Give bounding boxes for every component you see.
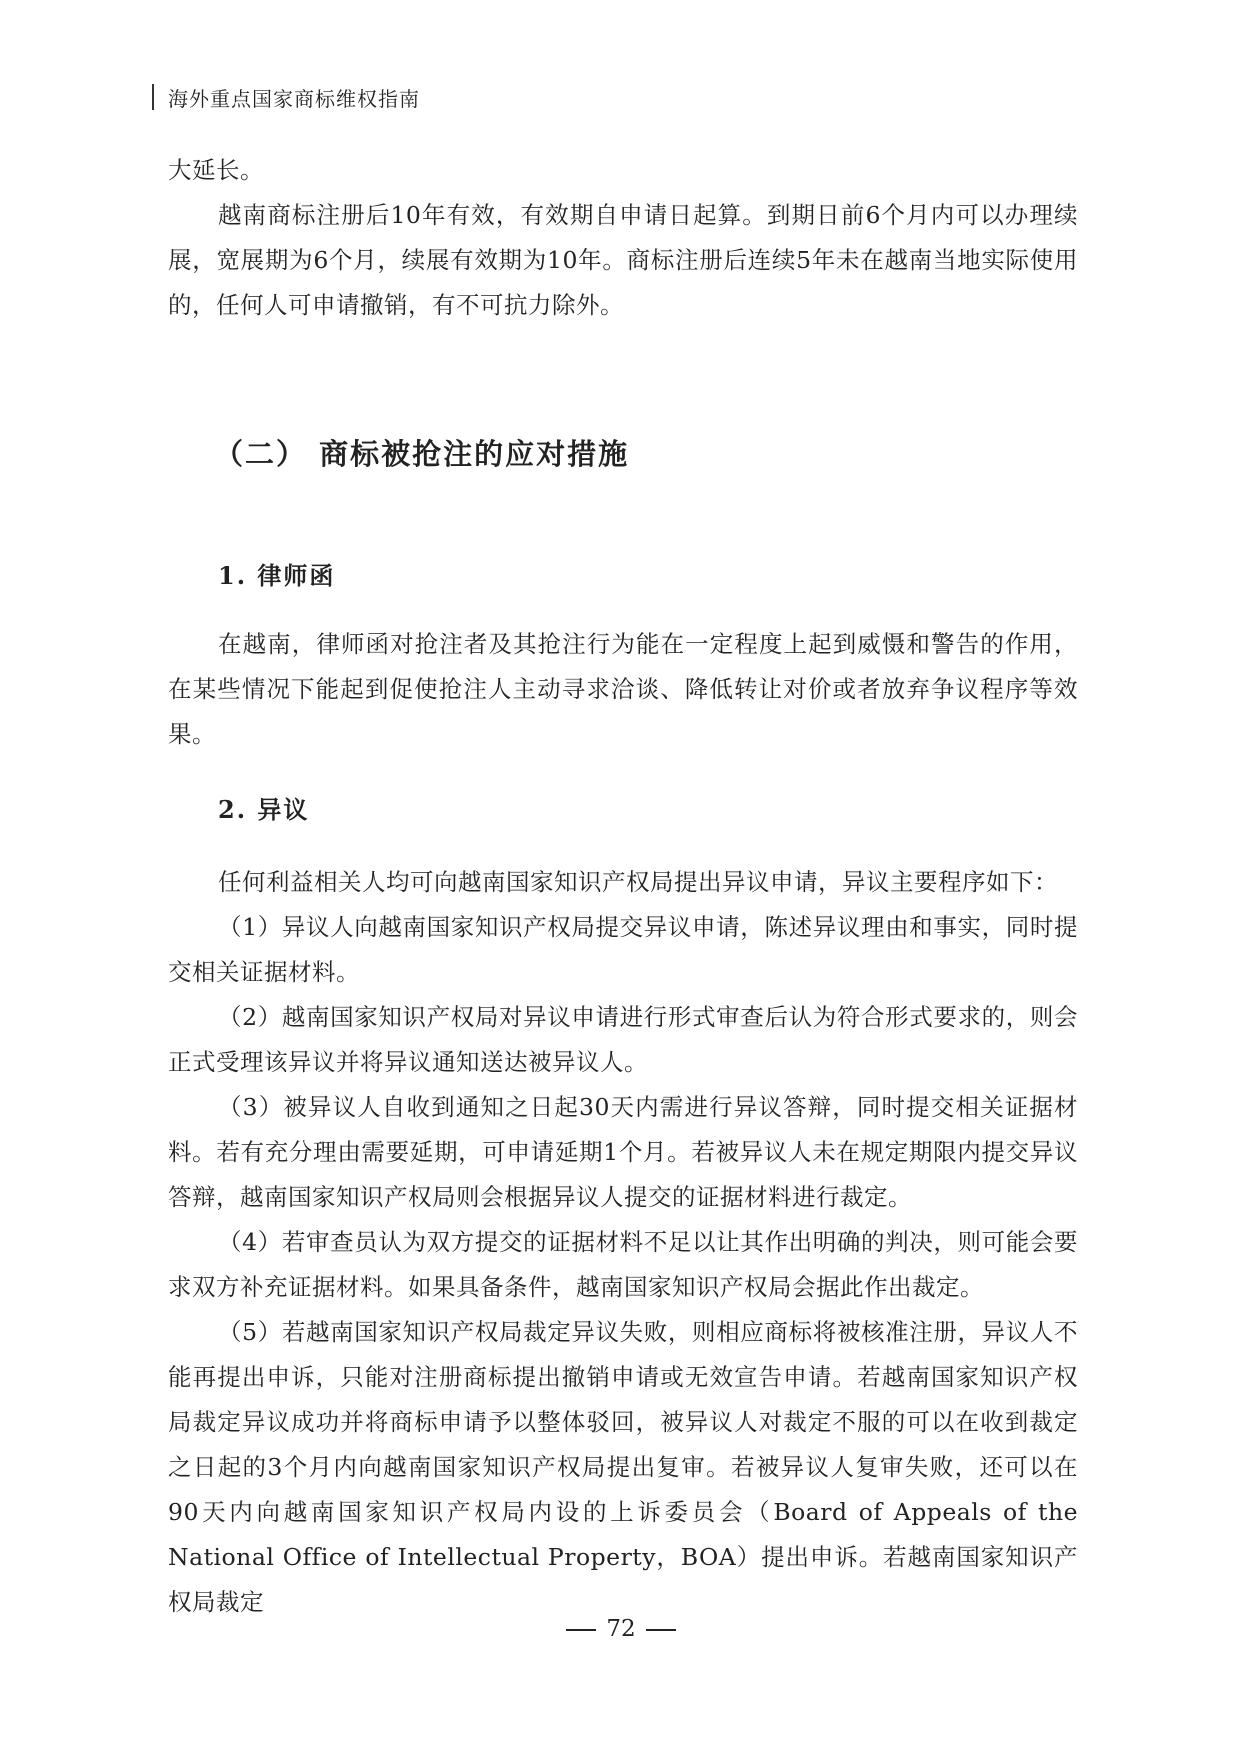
paragraph-validity: 越南商标注册后10年有效，有效期自申请日起算。到期日前6个月内可以办理续展，宽展期为6个月，续展有效期为10年。商标注册后连续5年未在越南当地实际使用的，任何人可申请撤销，有不可抗力除外。 xyxy=(168,201,1078,319)
subheading-lawyer-letter: 1. 律师函 xyxy=(218,561,336,590)
paragraph-step-2: （2）越南国家知识产权局对异议申请进行形式审查后认为符合形式要求的，则会正式受理该异议并将异议通知送达被异议人。 xyxy=(168,1003,1078,1076)
paragraph-step-3: （3）被异议人自收到通知之日起30天内需进行异议答辩，同时提交相关证据材料。若有充分理由需要延期，可申请延期1个月。若被异议人未在规定期限内提交异议答辩，越南国家知识产权局则会根据异议人提交的证据材料进行裁定。 xyxy=(168,1093,1078,1211)
paragraph-step-4: （4）若审查员认为双方提交的证据材料不足以让其作出明确的判决，则可能会要求双方补充证据材料。如果具备条件，越南国家知识产权局会据此作出裁定。 xyxy=(168,1228,1078,1301)
section-heading: （二） 商标被抢注的应对措施 xyxy=(214,437,630,471)
paragraph-opposition-intro: 任何利益相关人均可向越南国家知识产权局提出异议申请，异议主要程序如下： xyxy=(218,868,1058,896)
paragraph-continuation: 大延长。 xyxy=(168,156,264,184)
page-number xyxy=(0,1616,1242,1642)
page-number-value: 72 xyxy=(606,1616,636,1642)
paragraph-step-5: （5）若越南国家知识产权局裁定异议失败，则相应商标将被核准注册，异议人不能再提出申诉，只能对注册商标提出撤销申请或无效宣告申请。若越南国家知识产权局裁定异议成功并将商标申请予以整体驳回，被异议人对裁定不服的可以在收到裁定之日起的3个月内向越南国家知识产权局提出复审。若被异议人复审失败，还可以在90天内向越南国家知识产权局内设的上诉委员会（Board of Appeals of the National Office of Intellectual Property，BOA）提出申诉。若越南国家知识产权局裁定 xyxy=(168,1318,1078,1616)
running-title: 海外重点国家商标维权指南 xyxy=(168,86,420,111)
running-header xyxy=(152,82,420,112)
subheading-opposition: 2. 异议 xyxy=(218,795,310,824)
header-divider xyxy=(152,84,154,110)
paragraph-lawyer-letter: 在越南，律师函对抢注者及其抢注行为能在一定程度上起到威慑和警告的作用，在某些情况下能起到促使抢注人主动寻求洽谈、降低转让对价或者放弃争议程序等效果。 xyxy=(168,630,1078,748)
page-number-dash-right xyxy=(646,1629,676,1631)
paragraph-step-1: （1）异议人向越南国家知识产权局提交异议申请，陈述异议理由和事实，同时提交相关证据材料。 xyxy=(168,913,1078,986)
page-number-dash-left xyxy=(566,1629,596,1631)
